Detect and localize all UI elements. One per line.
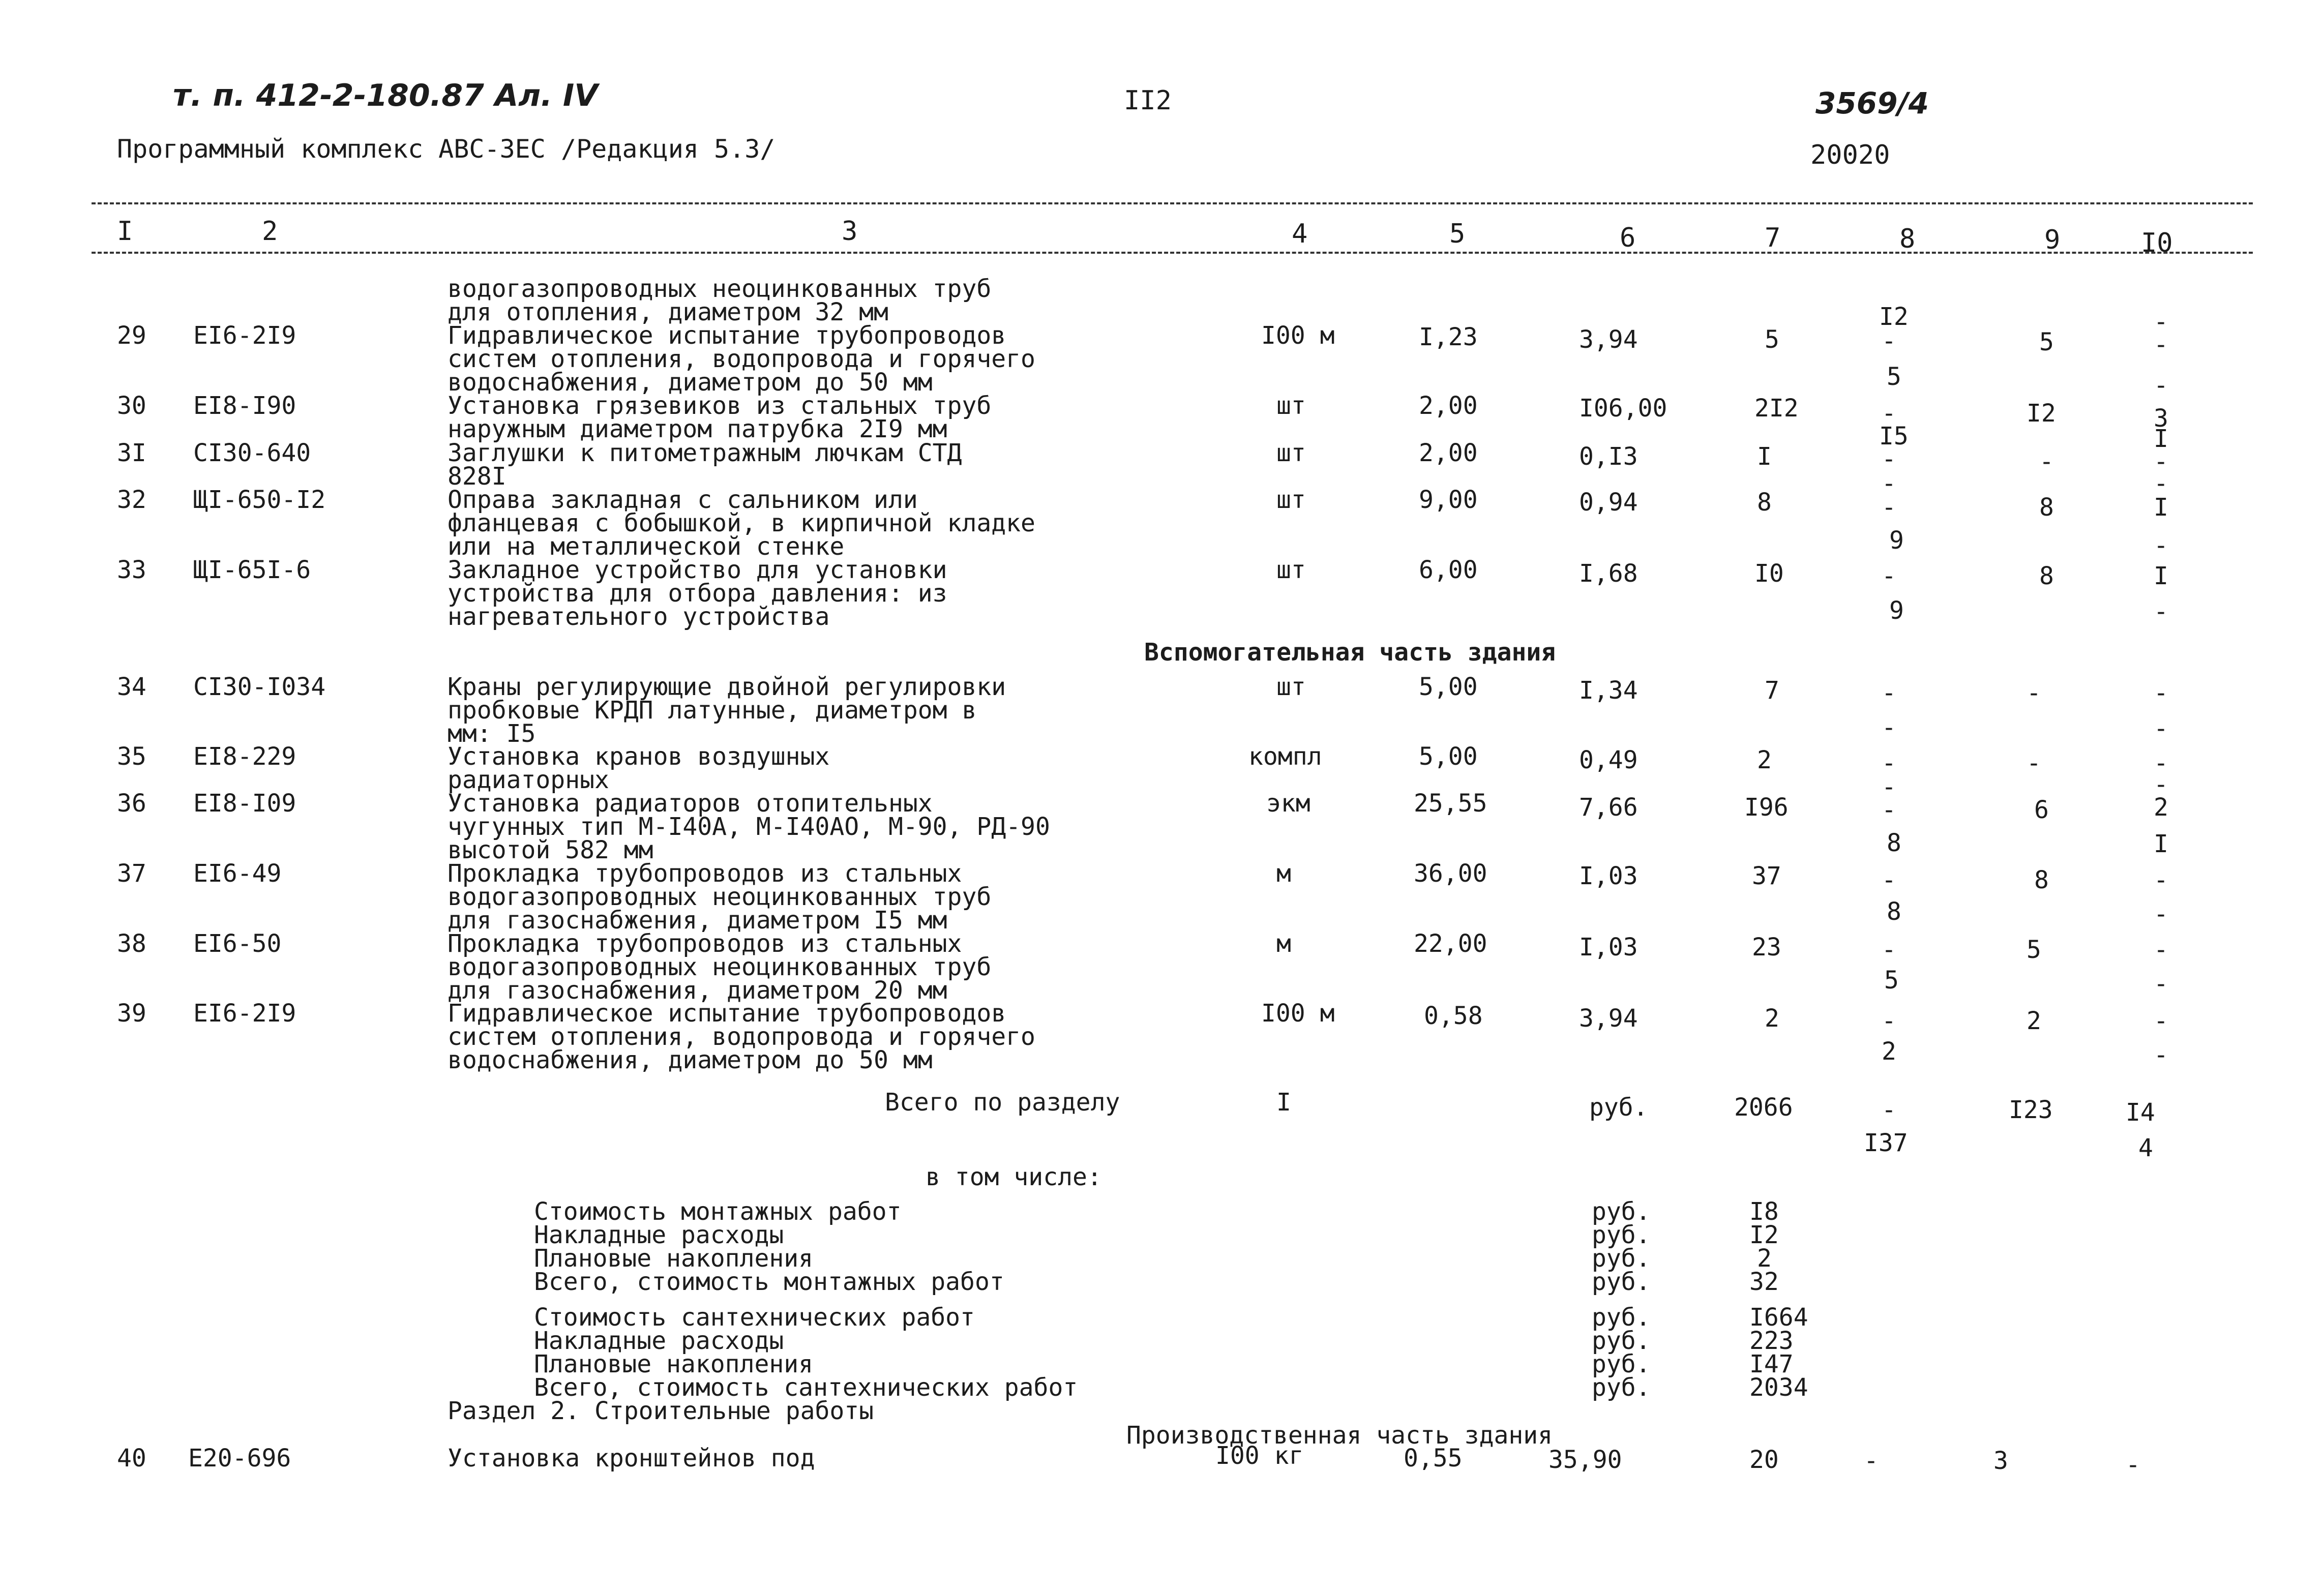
breakdown-currency: руб.: [1592, 1373, 1651, 1402]
row-col10: I: [2154, 830, 2168, 858]
row-col10: 2: [2154, 793, 2168, 822]
section-total-label: Всего по разделу: [885, 1088, 1120, 1117]
row-desc-line: 828I: [448, 462, 506, 491]
row-price: 0,49: [1579, 746, 1638, 774]
row-code: EI6-2I9: [193, 999, 296, 1028]
row-qty: 9,00: [1419, 486, 1478, 514]
row-col8: 8: [1887, 829, 1901, 857]
section-total-col10: I4: [2126, 1098, 2155, 1127]
row-qty: I,23: [1419, 323, 1478, 351]
row-col9: -: [2027, 679, 2041, 707]
row-unit: м: [1276, 929, 1291, 958]
row-col8: -: [1882, 445, 1896, 473]
row-number: 40: [117, 1444, 146, 1473]
section-total-col8: -: [1882, 1096, 1896, 1124]
breakdown-value: I47: [1749, 1350, 1794, 1378]
doc-reference: т. п. 412-2-180.87 Ал. IV: [173, 78, 598, 113]
row-desc-line: Установка грязевиков из стальных труб: [448, 392, 992, 420]
row-desc-line: пробковые КРДП латунные, диаметром в: [448, 696, 977, 725]
breakdown-value: I664: [1749, 1303, 1808, 1332]
breakdown-label: Плановые накопления: [534, 1350, 814, 1378]
row-unit: шт: [1276, 392, 1306, 420]
row-qty: 0,58: [1424, 1002, 1483, 1030]
row-col10: -: [2154, 597, 2168, 626]
row-col8: -: [1882, 936, 1896, 964]
row-col8: -: [1882, 749, 1896, 777]
row-desc-line: Гидравлическое испытание трубопроводов: [448, 321, 1006, 350]
row-col8: -: [1882, 399, 1896, 428]
row-qty: 6,00: [1419, 556, 1478, 584]
row-unit: экм: [1266, 789, 1310, 818]
row-number: 37: [117, 859, 146, 888]
row-col8: -: [1882, 327, 1896, 355]
row-col10: -: [2154, 970, 2168, 998]
row-col8: -: [1882, 562, 1896, 590]
header-rule-bottom: [92, 252, 2253, 254]
row-col8: -: [1882, 773, 1896, 801]
row-desc-line: для газоснабжения, диаметром 20 мм: [448, 976, 947, 1005]
col-header-4: 4: [1292, 219, 1308, 249]
col-header-2: 2: [262, 216, 278, 247]
breakdown-label: Стоимость сантехнических работ: [534, 1303, 975, 1332]
section-total-value: 2066: [1734, 1093, 1793, 1122]
row-col10: I: [2154, 493, 2168, 522]
row-col10: -: [2154, 749, 2168, 777]
row-number: 30: [117, 392, 146, 420]
row-col10: -: [2154, 447, 2168, 476]
row-desc-line: водоснабжения, диаметром до 50 мм: [448, 368, 933, 397]
row-code: ЩI-650-I2: [193, 486, 326, 514]
row-desc-line: фланцевая с бобышкой, в кирпичной кладке: [448, 509, 1035, 537]
row-code: EI6-2I9: [193, 321, 296, 350]
row-desc-line: водогазопроводных неоцинкованных труб: [448, 953, 992, 981]
row-desc-line: Гидравлическое испытание трубопроводов: [448, 999, 1006, 1028]
row-total: I: [1757, 442, 1772, 471]
breakdown-label: Всего, стоимость монтажных работ: [534, 1268, 1004, 1296]
col-header-8: 8: [1899, 224, 1916, 254]
row-price: 3,94: [1579, 325, 1638, 354]
row-desc-line: водоснабжения, диаметром до 50 мм: [448, 1046, 933, 1074]
row-col10: -: [2154, 679, 2168, 707]
row-unit: шт: [1276, 486, 1306, 514]
col-header-5: 5: [1449, 219, 1466, 249]
row-price: 0,94: [1579, 488, 1638, 517]
row-col10: -: [2154, 770, 2168, 799]
row-desc-line: устройства для отбора давления: из: [448, 579, 947, 608]
row-col8: 8: [1887, 897, 1901, 926]
row-col9: 5: [2027, 936, 2041, 964]
row-desc-line: Прокладка трубопроводов из стальных: [448, 929, 962, 958]
row-qty: 36,00: [1414, 859, 1487, 888]
breakdown-value: 223: [1749, 1327, 1794, 1355]
row-desc-line: систем отопления, водопровода и горячего: [448, 345, 1035, 373]
row-unit: I00 м: [1261, 321, 1335, 350]
col-header-9: 9: [2044, 225, 2061, 255]
row-number: 39: [117, 999, 146, 1028]
row-qty: 2,00: [1419, 439, 1478, 467]
row-col9: I2: [2027, 399, 2056, 428]
row-col9: -: [2027, 749, 2041, 777]
program-title: Программный комплекс АВС-3ЕС /Редакция 5.3/: [117, 134, 776, 164]
row-col8: 5: [1884, 966, 1899, 995]
row-unit: компл: [1248, 742, 1322, 771]
breakdown-label: Стоимость монтажных работ: [534, 1197, 902, 1226]
row-desc-line: систем отопления, водопровода и горячего: [448, 1023, 1035, 1051]
row-desc-line: Заглушки к питометражным лючкам СТД: [448, 439, 962, 467]
row-col8: 9: [1889, 526, 1904, 555]
row-desc-line: водогазопроводных неоцинкованных труб: [448, 883, 992, 911]
breakdown-currency: руб.: [1592, 1303, 1651, 1332]
row-desc-line: нагревательного устройства: [448, 603, 830, 631]
row-col10: -: [2154, 371, 2168, 400]
row-code: EI6-49: [193, 859, 282, 888]
breakdown-currency: руб.: [1592, 1244, 1651, 1273]
row-total: 23: [1752, 933, 1781, 962]
row-code: ЩI-65I-6: [193, 556, 311, 584]
row-desc-line: Краны регулирующие двойной регулировки: [448, 673, 1006, 701]
section-total-unit: I: [1276, 1088, 1291, 1117]
subheading-production: Производственная часть здания: [1126, 1421, 1553, 1450]
row-number: 33: [117, 556, 146, 584]
row-col10: I: [2154, 425, 2168, 453]
row-col9: 5: [2039, 328, 2054, 356]
row-code: CI30-640: [193, 439, 311, 467]
program-code: 20020: [1810, 140, 1890, 170]
row-price: I,03: [1579, 862, 1638, 890]
row-desc-line: Установка радиаторов отопительных: [448, 789, 933, 818]
sheet-number: 3569/4: [1815, 86, 1929, 121]
row-col8: -: [1882, 493, 1896, 522]
row-col10: I: [2154, 562, 2168, 590]
row-desc-line: Установка кранов воздушных: [448, 742, 830, 771]
breakdown-currency: руб.: [1592, 1268, 1651, 1296]
row-col10: 3: [2154, 404, 2168, 433]
breakdown-currency: руб.: [1592, 1221, 1651, 1249]
row-col8: -: [1882, 796, 1896, 824]
row-desc-line: наружным диаметром патрубка 2I9 мм: [448, 415, 947, 443]
row-col10: -: [2154, 714, 2168, 743]
breakdown-label: Накладные расходы: [534, 1327, 784, 1355]
row-col9: 2: [2027, 1007, 2041, 1035]
breakdown-currency: руб.: [1592, 1327, 1651, 1355]
row-total: I0: [1754, 559, 1784, 588]
row-qty: 2,00: [1419, 392, 1478, 420]
row-col10: -: [2154, 331, 2168, 359]
row-code: CI30-I034: [193, 673, 326, 701]
row-number: 38: [117, 929, 146, 958]
row-col8: 5: [1887, 363, 1901, 391]
row-col8: 9: [1889, 596, 1904, 625]
section-total-col9: I23: [2009, 1096, 2053, 1124]
row-price: I06,00: [1579, 394, 1667, 423]
row-code: EI8-229: [193, 742, 296, 771]
row-desc-line: для газоснабжения, диаметром I5 мм: [448, 906, 947, 935]
row-col10: -: [2154, 1041, 2168, 1069]
row-unit: шт: [1276, 556, 1306, 584]
breakdown-value: 32: [1749, 1268, 1779, 1296]
col-header-10: I0: [2141, 228, 2173, 258]
row-total: 7: [1765, 676, 1779, 705]
row-price: 35,90: [1548, 1446, 1622, 1474]
row-desc-line: мм: I5: [448, 719, 536, 748]
row-total: 20: [1749, 1446, 1779, 1474]
row-col10: -: [2154, 308, 2168, 336]
row-col9: 8: [2034, 866, 2049, 894]
row-price: 0,I3: [1579, 442, 1638, 471]
row-col10: -: [2154, 531, 2168, 560]
row-qty: 25,55: [1414, 789, 1487, 818]
row-col9: 8: [2039, 562, 2054, 590]
row-code: E20-696: [188, 1444, 291, 1473]
row-desc-line: Закладное устройство для установки: [448, 556, 947, 584]
row-col8: -: [1864, 1447, 1879, 1475]
row-number: 3I: [117, 439, 146, 467]
row-col10: -: [2154, 936, 2168, 964]
breakdown-value: 2: [1757, 1244, 1772, 1273]
row-col8: -: [1882, 679, 1896, 707]
row-unit: I00 м: [1261, 999, 1335, 1028]
row-qty: 0,55: [1404, 1444, 1463, 1473]
col-header-6: 6: [1620, 223, 1636, 253]
including-label: в том числе:: [926, 1163, 1102, 1191]
row-qty: 22,00: [1414, 929, 1487, 958]
row-desc-line: высотой 582 мм: [448, 836, 653, 864]
row-price: I,68: [1579, 559, 1638, 588]
row-col8: -: [1882, 713, 1896, 742]
row-col8: I5: [1879, 422, 1909, 450]
breakdown-value: 2034: [1749, 1373, 1808, 1402]
breakdown-label: Всего, стоимость сантехнических работ: [534, 1373, 1078, 1402]
row-col9: 6: [2034, 796, 2049, 824]
section-total-col8: I37: [1864, 1129, 1908, 1157]
row-desc-line: радиаторных: [448, 766, 609, 794]
breakdown-value: I2: [1749, 1221, 1779, 1249]
row-code: EI6-50: [193, 929, 282, 958]
row-col8: I2: [1879, 303, 1909, 331]
breakdown-label: Плановые накопления: [534, 1244, 814, 1273]
section-total-col10: 4: [2138, 1134, 2153, 1162]
row-total: 2: [1765, 1004, 1779, 1033]
section2-title: Раздел 2. Строительные работы: [448, 1397, 874, 1425]
subheading-auxiliary: Вспомогательная часть здания: [1144, 638, 1556, 667]
row-total: 37: [1752, 862, 1781, 890]
row-total: 2I2: [1754, 394, 1799, 423]
row-desc-line: или на металлической стенке: [448, 532, 845, 561]
row-col8: -: [1882, 1007, 1896, 1035]
col-header-7: 7: [1765, 223, 1781, 253]
row-number: 32: [117, 486, 146, 514]
row-unit: м: [1276, 859, 1291, 888]
row-col10: -: [2154, 900, 2168, 928]
row-total: 2: [1757, 746, 1772, 774]
row-number: 35: [117, 742, 146, 771]
row-total: 5: [1765, 325, 1779, 354]
row-col10: -: [2154, 469, 2168, 498]
row-col10: -: [2154, 1007, 2168, 1035]
breakdown-label: Накладные расходы: [534, 1221, 784, 1249]
row-col8: 2: [1882, 1037, 1896, 1066]
row-total: I96: [1744, 793, 1789, 822]
row-col10: -: [2126, 1451, 2140, 1479]
row-desc-line: Установка кронштейнов под: [448, 1444, 815, 1473]
row-col9: 3: [1993, 1447, 2008, 1475]
row-price: I,34: [1579, 676, 1638, 705]
row-unit: шт: [1276, 439, 1306, 467]
row-qty: 5,00: [1419, 673, 1478, 701]
row-col9: -: [2039, 447, 2054, 476]
breakdown-currency: руб.: [1592, 1197, 1651, 1226]
row-col9: 8: [2039, 493, 2054, 522]
breakdown-value: I8: [1749, 1197, 1779, 1226]
col-header-3: 3: [842, 216, 858, 247]
continued-line-1: водогазопроводных неоцинкованных труб: [448, 275, 992, 303]
col-header-1: I: [117, 216, 133, 247]
section-total-currency: руб.: [1589, 1093, 1648, 1122]
row-number: 36: [117, 789, 146, 818]
row-col8: -: [1882, 469, 1896, 498]
row-number: 29: [117, 321, 146, 350]
row-col10: -: [2154, 866, 2168, 894]
continued-line-2: для отопления, диаметром 32 мм: [448, 298, 888, 326]
row-price: 3,94: [1579, 1004, 1638, 1033]
row-desc-line: чугунных тип М-I40А, М-I40АО, М-90, РД-90: [448, 813, 1050, 841]
row-qty: 5,00: [1419, 742, 1478, 771]
row-code: EI8-I09: [193, 789, 296, 818]
row-unit: шт: [1276, 673, 1306, 701]
row-price: 7,66: [1579, 793, 1638, 822]
breakdown-currency: руб.: [1592, 1350, 1651, 1378]
row-number: 34: [117, 673, 146, 701]
page-number: II2: [1124, 85, 1172, 116]
row-desc-line: Оправа закладная с сальником или: [448, 486, 918, 514]
row-code: EI8-I90: [193, 392, 296, 420]
row-col8: -: [1882, 866, 1896, 894]
row-total: 8: [1757, 488, 1772, 517]
header-rule-top: [92, 202, 2253, 204]
row-unit: I00 кг: [1215, 1441, 1304, 1470]
row-price: I,03: [1579, 933, 1638, 962]
row-desc-line: Прокладка трубопроводов из стальных: [448, 859, 962, 888]
